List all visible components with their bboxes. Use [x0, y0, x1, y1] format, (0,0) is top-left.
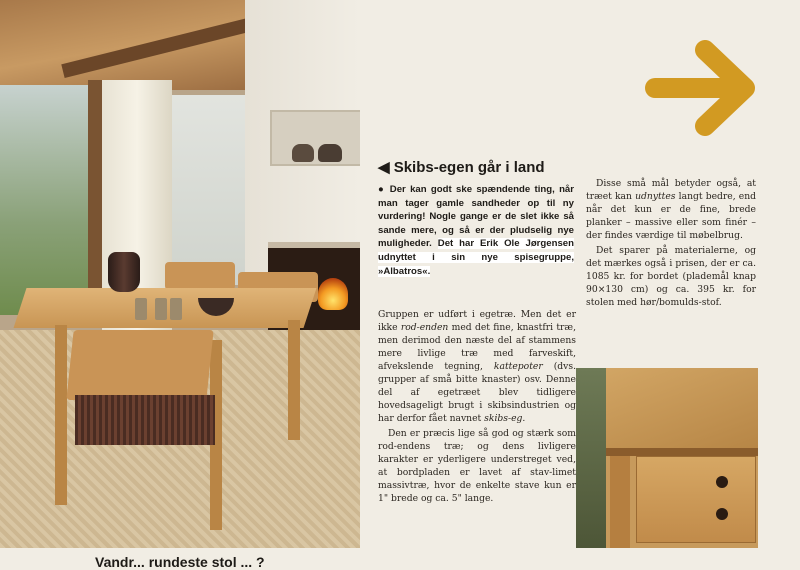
glass [155, 298, 167, 320]
intro-highlighted-text: Det har Erik Ole Jørgensen udnyttet i sin nye spisegruppe, »Albatros«. [378, 238, 574, 277]
text-run: (dvs. grupper af små bitte knaster) osv. Denne del af egetræet blev tidligere hovedsageligt brugt i skibsindustrien og har derfor fået navnet [378, 361, 576, 424]
intro-text: ● Der kan godt ske spændende ting, når man tager gamle sandheder op til ny vurdering! Nogle gange er de slet ikke så sande mere, og så er der pludselig nye muligheder. [378, 184, 574, 250]
fire [318, 278, 348, 310]
window-frame [88, 80, 102, 320]
tabletop-edge [606, 448, 758, 456]
paragraph: Den er præcis lige så god og stærk som rod-endens træ; og dens livligere karakter er yderligere understreget ved, at bordpladen er lavet af stav-limet massivtræ, hvor de enkelte stave kun er 1" brede og ca. 5" lange. [378, 428, 576, 504]
article-column-1 [378, 308, 576, 507]
table-leg [610, 456, 630, 548]
glass [135, 298, 147, 320]
table-leg [288, 320, 300, 440]
text-run: langt bedre, end når det kun er de fine, brede planker – massive eller som finér – der findes værdige til møbelbrug. [586, 191, 757, 241]
paragraph [586, 177, 756, 242]
emphasis: udnyttes [635, 191, 676, 202]
ceramic-pot [292, 144, 314, 162]
article-intro [378, 183, 574, 278]
arrow-right-icon [645, 38, 760, 138]
emphasis: kattepoter [493, 361, 543, 372]
chair-back [165, 262, 235, 290]
article-column-2 [586, 177, 756, 311]
table-leg [55, 325, 67, 505]
chair-seat [75, 395, 215, 445]
paragraph: Det sparer på materialerne, og det mærkes også i prisen, der er ca. 1085 kr. for bordet (plademål knap 90×130 cm) og ca. 395 kr. for stolen med hør/bomulds-stof. [586, 245, 756, 308]
chair-back [66, 330, 213, 400]
text-run: Disse små mål betyder også, at træet kan [586, 178, 756, 202]
next-article-heading: Vandr... rundeste stol ... ? [95, 554, 265, 570]
table-detail-photo [576, 368, 758, 548]
ceramic-pot [318, 144, 342, 162]
emphasis: rod-enden [400, 322, 449, 333]
jug [108, 252, 140, 292]
glass-door [172, 95, 247, 285]
article-headline: ◀ Skibs-egen går i land [378, 159, 545, 176]
text-run: Gruppen er udført i egetræ. Men det er ikke [378, 309, 576, 333]
dowel-hole [716, 476, 728, 488]
background-fabric [576, 368, 606, 548]
dining-room-photo [0, 0, 360, 548]
emphasis: skibs-eg. [484, 413, 526, 424]
dowel-hole [716, 508, 728, 520]
paragraph [378, 308, 576, 425]
table-apron [636, 456, 756, 543]
wall-niche [270, 110, 360, 166]
text-run: med det fine, knastfri træ, men derimod den næste del af stammens mere livlige træ med farveskift, afvekslende tegning, [378, 322, 576, 372]
glass [170, 298, 182, 320]
garden-window [0, 85, 95, 315]
